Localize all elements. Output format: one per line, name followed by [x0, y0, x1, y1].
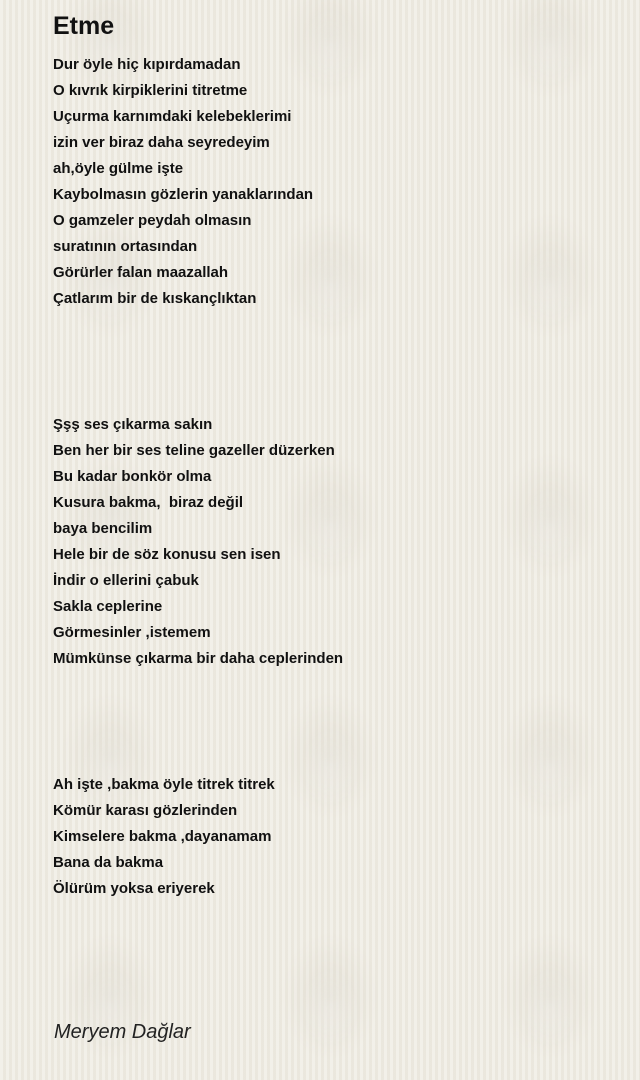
stanza-2 [53, 412, 613, 672]
poem-author: Meryem Dağlar [54, 1021, 191, 1043]
poem-line: baya bencilim [53, 520, 153, 537]
poem-line: Dur öyle hiç kıpırdamadan [53, 56, 241, 73]
poem-line: Sakla ceplerine [53, 598, 163, 615]
poem-body [53, 52, 613, 902]
poem-line: suratının ortasından [53, 238, 198, 255]
poem-line: Mümkünse çıkarma bir daha ceplerinden [53, 650, 344, 667]
poem-line: Görürler falan maazallah [53, 264, 229, 281]
poem-line: ah,öyle gülme işte [53, 160, 184, 177]
poem-line: Görmesinler ,istemem [53, 624, 211, 641]
poem-line: Bu kadar bonkör olma [53, 468, 212, 485]
poem-line: Bana da bakma [53, 854, 164, 871]
poem-line: Kimselere bakma ,dayanamam [53, 828, 272, 845]
stanza-1 [53, 52, 613, 312]
poem-line: O gamzeler peydah olmasın [53, 212, 252, 229]
poem-line: Hele bir de söz konusu sen isen [53, 546, 281, 563]
poem-line: Çatlarım bir de kıskançlıktan [53, 290, 257, 307]
poem-line: Kömür karası gözlerinden [53, 802, 238, 819]
poem-line: Ben her bir ses teline gazeller düzerken [53, 442, 335, 459]
poem-line: Uçurma karnımdaki kelebeklerimi [53, 108, 292, 125]
poem-line: Şşş ses çıkarma sakın [53, 416, 213, 433]
poem-line: O kıvrık kirpiklerini titretme [53, 82, 248, 99]
poem-line: Ölürüm yoksa eriyerek [53, 880, 215, 897]
poem-line: Ah işte ,bakma öyle titrek titrek [53, 776, 275, 793]
poem-line: Kusura bakma, biraz değil [53, 494, 244, 511]
poem-line: İndir o ellerini çabuk [53, 572, 199, 589]
poem-line: Kaybolmasın gözlerin yanaklarından [53, 186, 314, 203]
stanza-3 [53, 772, 613, 902]
poem-line: izin ver biraz daha seyredeyim [53, 134, 270, 151]
poem-title: Etme [53, 12, 115, 40]
